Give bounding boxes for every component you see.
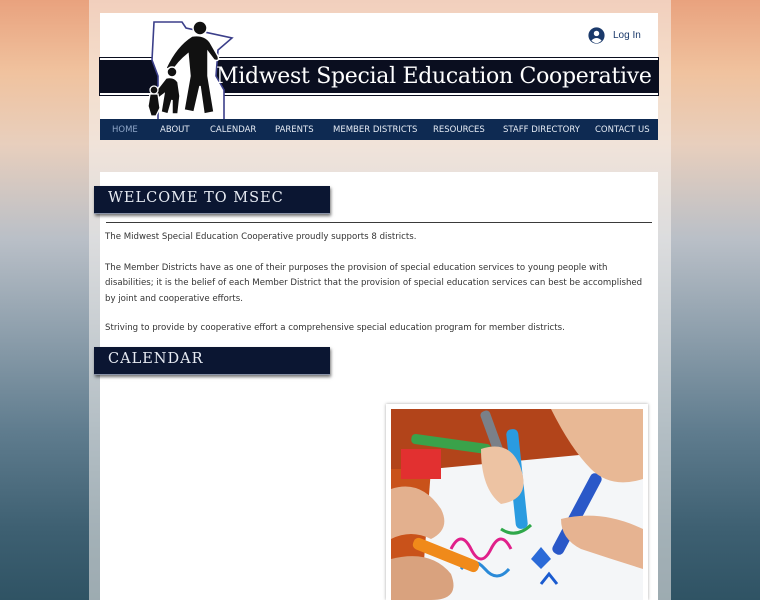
nav-member-districts[interactable]: MEMBER DISTRICTS: [333, 125, 418, 135]
nav-staff-directory[interactable]: STAFF DIRECTORY: [503, 125, 580, 135]
login-button[interactable]: [588, 25, 641, 45]
calendar-heading: [94, 347, 330, 375]
login-label: Log In: [613, 29, 641, 41]
site-title: Midwest Special Education Cooperative: [216, 64, 652, 89]
children-drawing-photo: [386, 404, 648, 600]
user-avatar-icon: [588, 27, 605, 44]
welcome-paragraph-3: Striving to provide by cooperative effort a comprehensive special education program for member districts.: [105, 323, 565, 333]
welcome-heading-text: WELCOME TO MSEC: [108, 190, 284, 206]
children-drawing-image: [391, 409, 643, 600]
nav-home[interactable]: HOME: [112, 125, 138, 135]
calendar-heading-text: CALENDAR: [108, 351, 204, 367]
main-nav: [100, 119, 658, 140]
welcome-paragraph-1: The Midwest Special Education Cooperative proudly supports 8 districts.: [105, 232, 417, 242]
nav-contact-us[interactable]: CONTACT US: [595, 125, 650, 135]
welcome-heading: [94, 186, 330, 214]
nav-calendar[interactable]: CALENDAR: [210, 125, 257, 135]
welcome-paragraph-2: The Member Districts have as one of their purposes the provision of special education services to young people with disabilities; it is the belief of each Member District that the provision of special education services can best be accomplished by joint and cooperative efforts.: [105, 263, 643, 304]
nav-parents[interactable]: PARENTS: [275, 125, 314, 135]
nav-resources[interactable]: RESOURCES: [433, 125, 485, 135]
nav-about[interactable]: ABOUT: [160, 125, 190, 135]
divider: [106, 222, 652, 223]
